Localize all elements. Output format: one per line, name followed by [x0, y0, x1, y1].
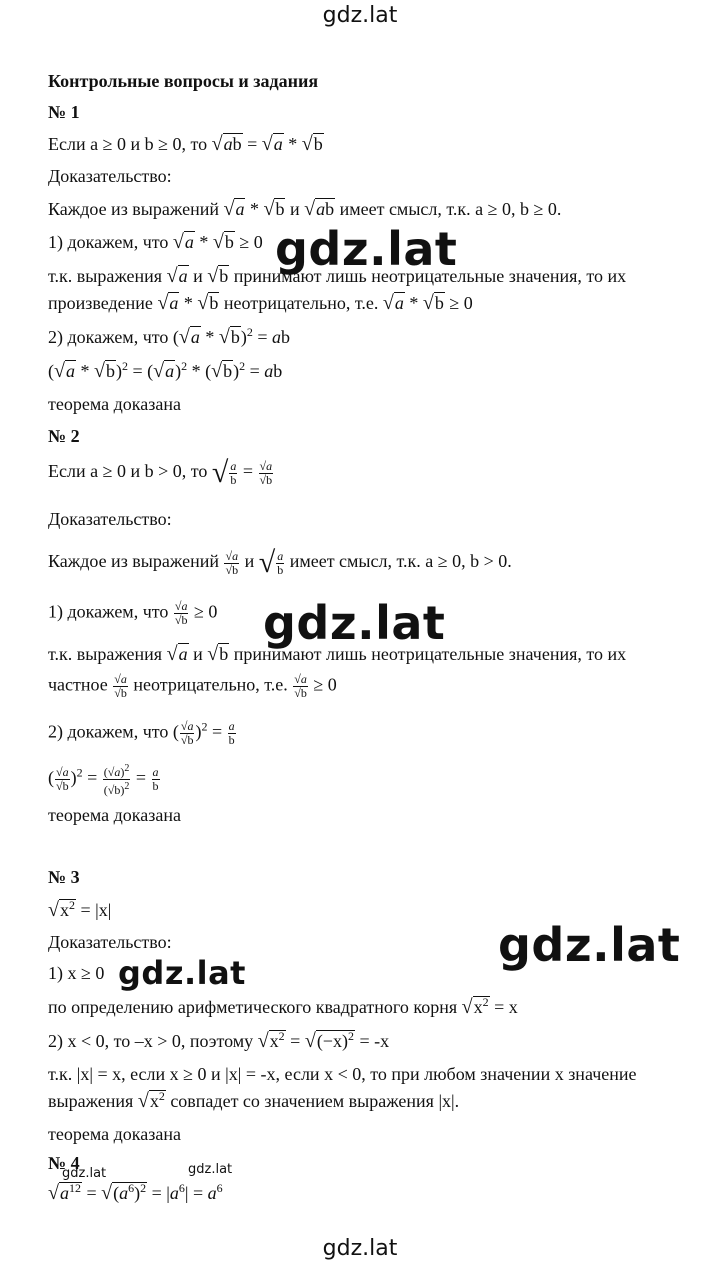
task-3-case-2: 2) x < 0, то –x > 0, поэтому $√x^2 = √(-x)^2 = -x$: [48, 1029, 390, 1052]
task-2-meaning: Каждое из выражений $\frac{√a}{√b}$ и √ $\frac{a}{b}$ имеет смысл, т.к. a ≥ 0, b > 0.: [48, 546, 512, 579]
task-1-computation: $(√a * √b)^2 = (√a)^2 * (√b)^2$ = ab: [48, 359, 283, 382]
watermark: gdz.lat: [275, 222, 458, 276]
task-3-definition: по определению арифметического квадратного корня $√x^2 = x$: [48, 995, 518, 1018]
task-4-computation: $√a^{12} = √(a^6)^2 = |a^6| = a^6$: [48, 1181, 223, 1204]
task-3-conclusion: теорема доказана: [48, 1124, 181, 1144]
task-3-proof-label: Доказательство:: [48, 932, 172, 952]
watermark-small: gdz.lat: [62, 1166, 107, 1181]
task-3-summary-line-2: выражения $√x^2$ совпадет со значением выражения |x|.: [48, 1089, 460, 1112]
task-2-number: № 2: [48, 426, 80, 446]
task-1-step-2: 2) докажем, что (√a * √b)$^2$ = ab: [48, 325, 290, 348]
site-header: gdz.lat: [322, 3, 398, 28]
watermark: gdz.lat: [263, 596, 446, 650]
task-2-statement: Если a ≥ 0 и b > 0, то √ $\frac{a}{b}$ = $\frac{√a}{√b}$: [48, 456, 273, 489]
task-1-conclusion: теорема доказана: [48, 394, 181, 414]
watermark: gdz.lat: [118, 954, 246, 992]
task-2-conclusion: теорема доказана: [48, 805, 181, 825]
task-3-summary-line-1: т.к. |x| = x, если x ≥ 0 и |x| = -x, если x < 0, то при любом значении x значение: [48, 1064, 637, 1084]
task-2-proof-label: Доказательство:: [48, 509, 172, 529]
task-2-reason-line-1: т.к. выражения √a и √b принимают лишь неотрицательные значения, то их: [48, 643, 627, 665]
site-footer: gdz.lat: [322, 1236, 398, 1261]
task-2-computation: ( $\frac{√a}{√b}$ )$^2$ = $\frac{(√a)^2}{(√b)^2}$ = $\frac{a}{b}$: [48, 763, 159, 797]
task-1-reason-line-1: т.к. выражения √a и √b принимают лишь неотрицательные значения, то их: [48, 265, 627, 287]
task-2-step-2: 2) докажем, что ( $\frac{√a}{√b}$ )$^2$ = $\frac{a}{b}$: [48, 719, 235, 747]
task-1-meaning: Каждое из выражений √a * √b и √ab имеет смысл, т.к. a ≥ 0, b ≥ 0.: [48, 198, 562, 220]
task-3-number: № 3: [48, 867, 80, 887]
task-1-number: № 1: [48, 102, 80, 122]
task-2-step-1: 1) докажем, что $\frac{√a}{√b}$ ≥ 0: [48, 599, 218, 627]
task-2-reason-line-2: частное $\frac{√a}{√b}$ неотрицательно, т.е. $\frac{√a}{√b}$ ≥ 0: [48, 672, 337, 700]
task-1-reason-line-2: произведение √a * √b неотрицательно, т.е. √a * √b ≥ 0: [48, 292, 473, 314]
task-4-number: № 4: [48, 1153, 80, 1173]
task-3-case-1: 1) x ≥ 0: [48, 963, 105, 983]
task-1-proof-label: Доказательство:: [48, 166, 172, 186]
task-1-step-1: 1) докажем, что √a * √b ≥ 0: [48, 231, 263, 253]
task-1-statement: Если a ≥ 0 и b ≥ 0, то √ab = √a * √b: [48, 133, 323, 155]
section-heading: Контрольные вопросы и задания: [48, 71, 319, 91]
watermark: gdz.lat: [498, 918, 681, 972]
task-3-statement: $√x^2 = |x|$: [48, 898, 112, 921]
watermark-small: gdz.lat: [188, 1162, 233, 1177]
